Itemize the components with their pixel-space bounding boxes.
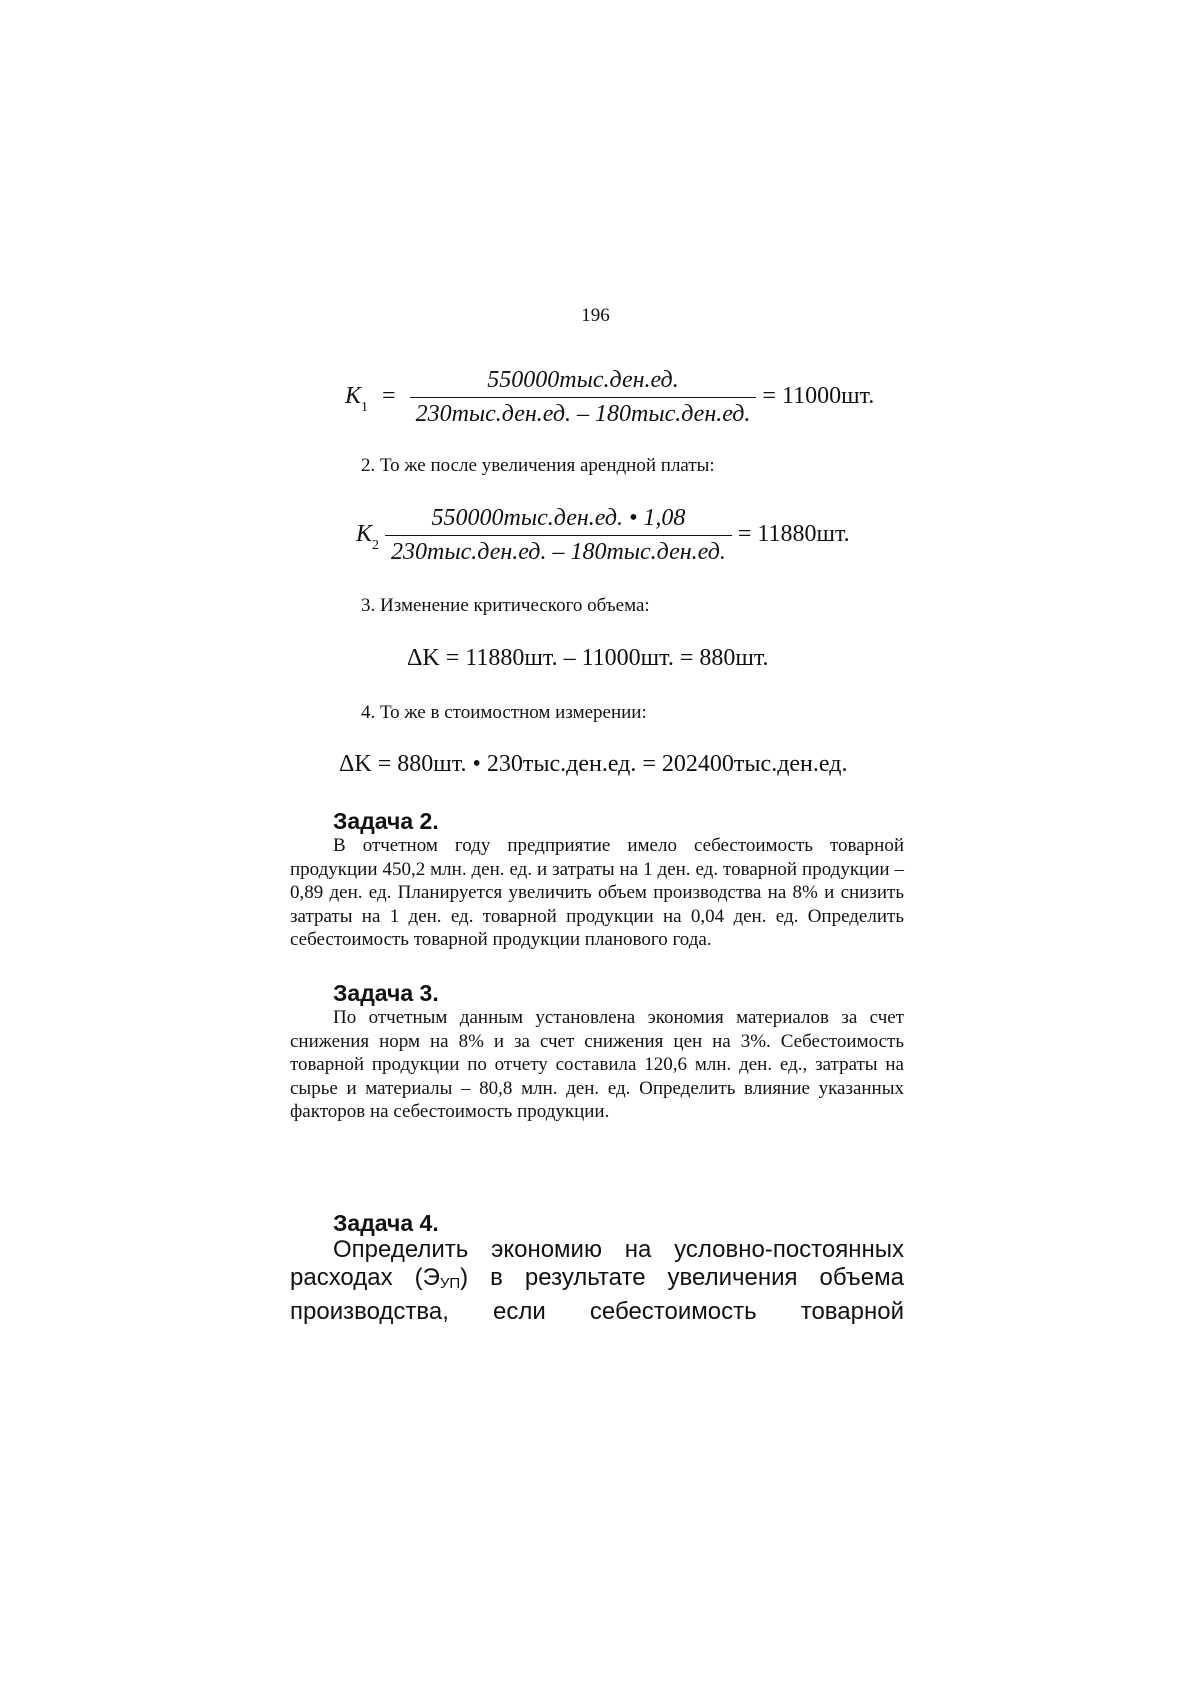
formula-k1-lhs: K — [345, 383, 362, 410]
formula-k2-denominator: 230тыс.ден.ед. – 180тыс.ден.ед. — [391, 539, 726, 565]
task-2-title: Задача 2. — [333, 808, 439, 834]
formula-k2-numerator: 550000тыс.ден.ед. • 1,08 — [385, 505, 732, 536]
task-4-text-after: ) в результате увеличения объема производства, если себестоимость товарной — [290, 1264, 904, 1325]
formula-k2-lhs: K — [356, 521, 373, 548]
task-3-text: По отчетным данным установлена экономия материалов за счет снижения норм на 8% и за счет снижения цен на 3%. Себестоимость товарной продукции по отчету составила 120,6 млн. ден. ед., затраты на сырье и материалы – 80,8 млн. ден. ед. Определить влияние указанных факторов на себестоимость продукции. — [290, 1007, 904, 1122]
formula-k2-lhs-sub: 2 — [372, 538, 380, 554]
formula-k1-eq: = — [382, 383, 396, 410]
task-2-text: В отчетном году предприятие имело себестоимость товарной продукции 450,2 млн. ден. ед. и затраты на 1 ден. ед. товарной продукции – 0,89 ден. ед. Планируется увеличить объем производства на 8% и снизить затраты на 1 ден. ед. товарной продукции на 0,04 ден. ед. Определить себестоимость товарной продукции планового года. — [290, 835, 904, 950]
task-4-text-before: Определить экономию на условно-постоянных расходах (Э — [290, 1236, 904, 1291]
formula-k1-fraction — [410, 367, 757, 428]
page-number: 196 — [581, 305, 610, 326]
formula-k1-result: = 11000шт. — [762, 383, 875, 410]
formula-k1-numerator: 550000тыс.ден.ед. — [410, 367, 757, 398]
formula-k1 — [345, 367, 874, 428]
step-3-text: 3. Изменение критического объема: — [361, 595, 650, 616]
task-3-title: Задача 3. — [333, 980, 439, 1006]
step-4-text: 4. То же в стоимостном измерении: — [361, 702, 647, 723]
task-4-title: Задача 4. — [333, 1210, 439, 1236]
formula-k2 — [356, 505, 850, 566]
formula-k2-result: = 11880шт. — [737, 521, 850, 548]
task-4-text — [290, 1236, 904, 1326]
formula-k2-fraction — [385, 505, 732, 566]
formula-delta-k-value: ΔK = 880шт. • 230тыс.ден.ед. = 202400тыс.ден.ед. — [339, 751, 848, 777]
formula-k1-denominator: 230тыс.ден.ед. – 180тыс.ден.ед. — [415, 401, 751, 427]
task-4-subscript: УП — [439, 1275, 461, 1292]
formula-delta-k-units: ΔK = 11880шт. – 11000шт. = 880шт. — [407, 645, 769, 671]
step-2-text: 2. То же после увеличения арендной платы: — [361, 455, 715, 476]
formula-k1-lhs-sub: 1 — [361, 400, 369, 416]
